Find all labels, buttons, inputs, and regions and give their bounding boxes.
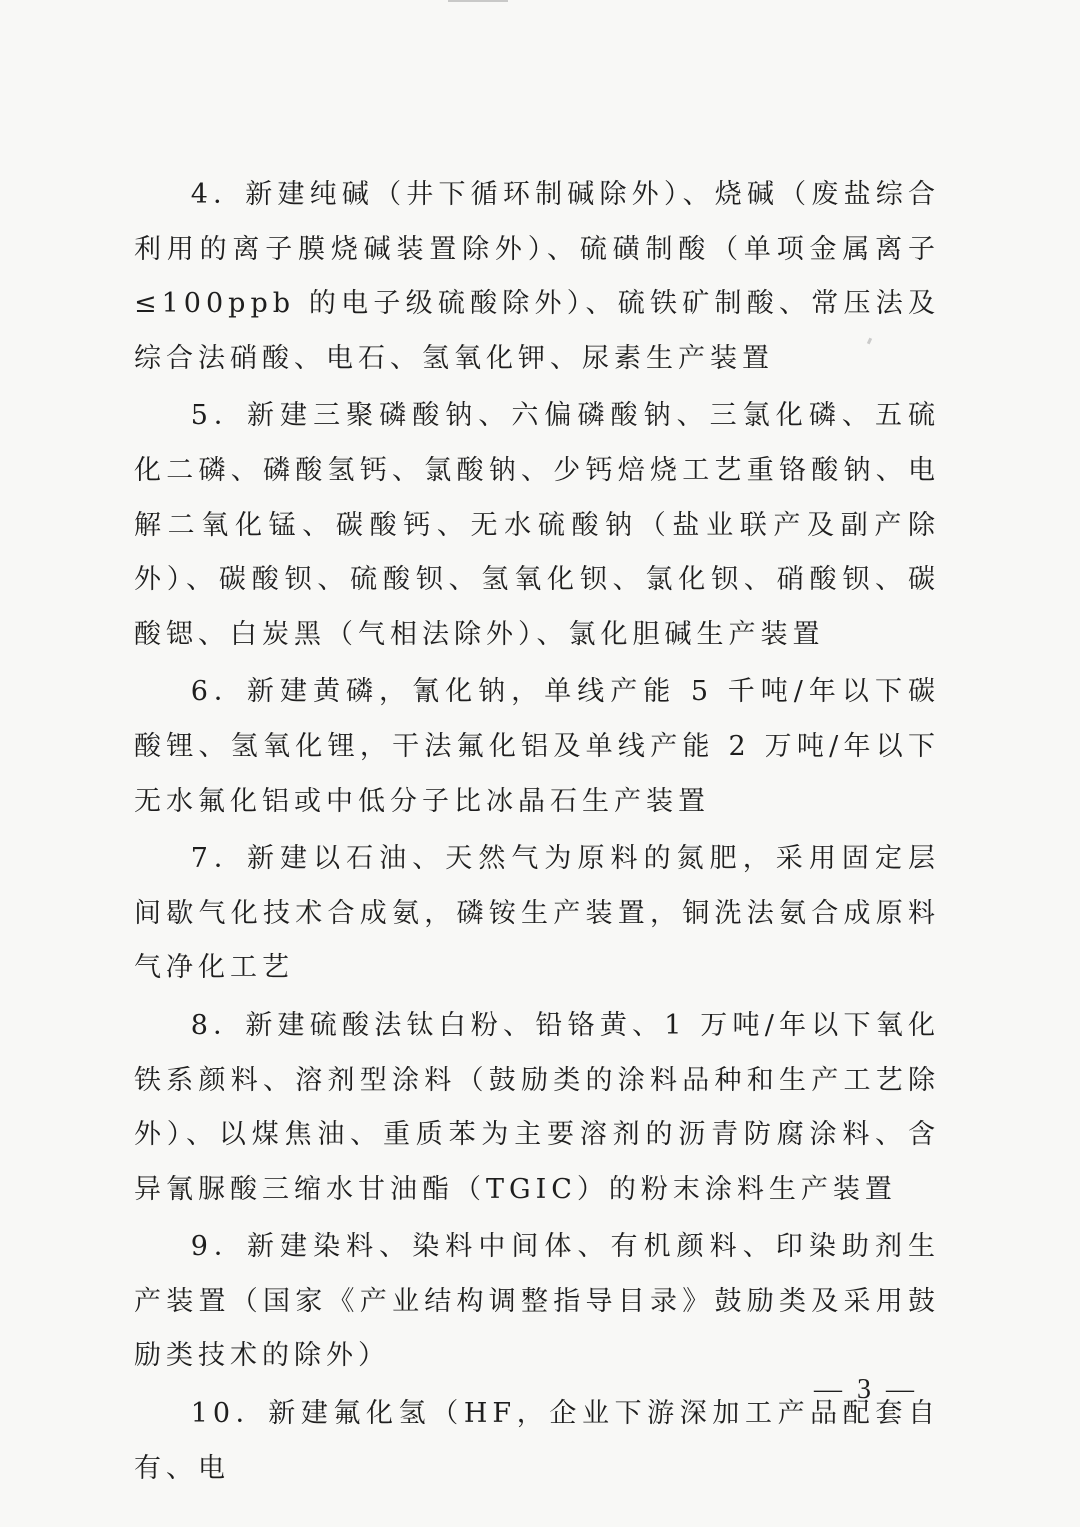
- item-6-paragraph: 6．新建黄磷，氰化钠，单线产能 5 千吨/年以下碳酸锂、氢氧化锂，干法氟化铝及单线产能 2 万吨/年以下无水氟化铝或中低分子比冰晶石生产装置: [134, 676, 940, 817]
- item-8-paragraph: 8．新建硫酸法钛白粉、铅铬黄、1 万吨/年以下氧化铁系颜料、溶剂型涂料（鼓励类的涂料品种和生产工艺除外）、以煤焦油、重质苯为主要溶剂的沥青防腐涂料、含异氰脲酸三缩水甘油酯（TGIC）的粉末涂料生产装置: [134, 1009, 940, 1205]
- item-7-paragraph: 7．新建以石油、天然气为原料的氮肥，采用固定层间歇气化技术合成氨，磷铵生产装置，铜洗法氨合成原料气净化工艺: [134, 843, 940, 984]
- page-number: — 3 —: [814, 1374, 918, 1405]
- item-10-paragraph: 10．新建氟化氢（HF，企业下游深加工产品配套自有、电: [134, 1398, 940, 1484]
- item-9-paragraph: 9．新建染料、染料中间体、有机颜料、印染助剂生产装置（国家《产业结构调整指导目录》鼓励类及采用鼓励类技术的除外）: [134, 1231, 940, 1372]
- scan-edge-mark: [448, 0, 508, 2]
- item-5-paragraph: 5．新建三聚磷酸钠、六偏磷酸钠、三氯化磷、五硫化二磷、磷酸氢钙、氯酸钠、少钙焙烧工艺重铬酸钠、电解二氧化锰、碳酸钙、无水硫酸钠（盐业联产及副产除外）、碳酸钡、硫酸钡、氢氧化钡、氯化钡、硝酸钡、碳酸锶、白炭黑（气相法除外）、氯化胆碱生产装置: [134, 400, 940, 650]
- document-body: [134, 168, 940, 1499]
- item-4-paragraph: 4．新建纯碱（井下循环制碱除外）、烧碱（废盐综合利用的离子膜烧碱装置除外）、硫磺制酸（单项金属离子≤100ppb 的电子级硫酸除外）、硫铁矿制酸、常压法及综合法硝酸、电石、氢氧化钾、尿素生产装置: [134, 179, 940, 374]
